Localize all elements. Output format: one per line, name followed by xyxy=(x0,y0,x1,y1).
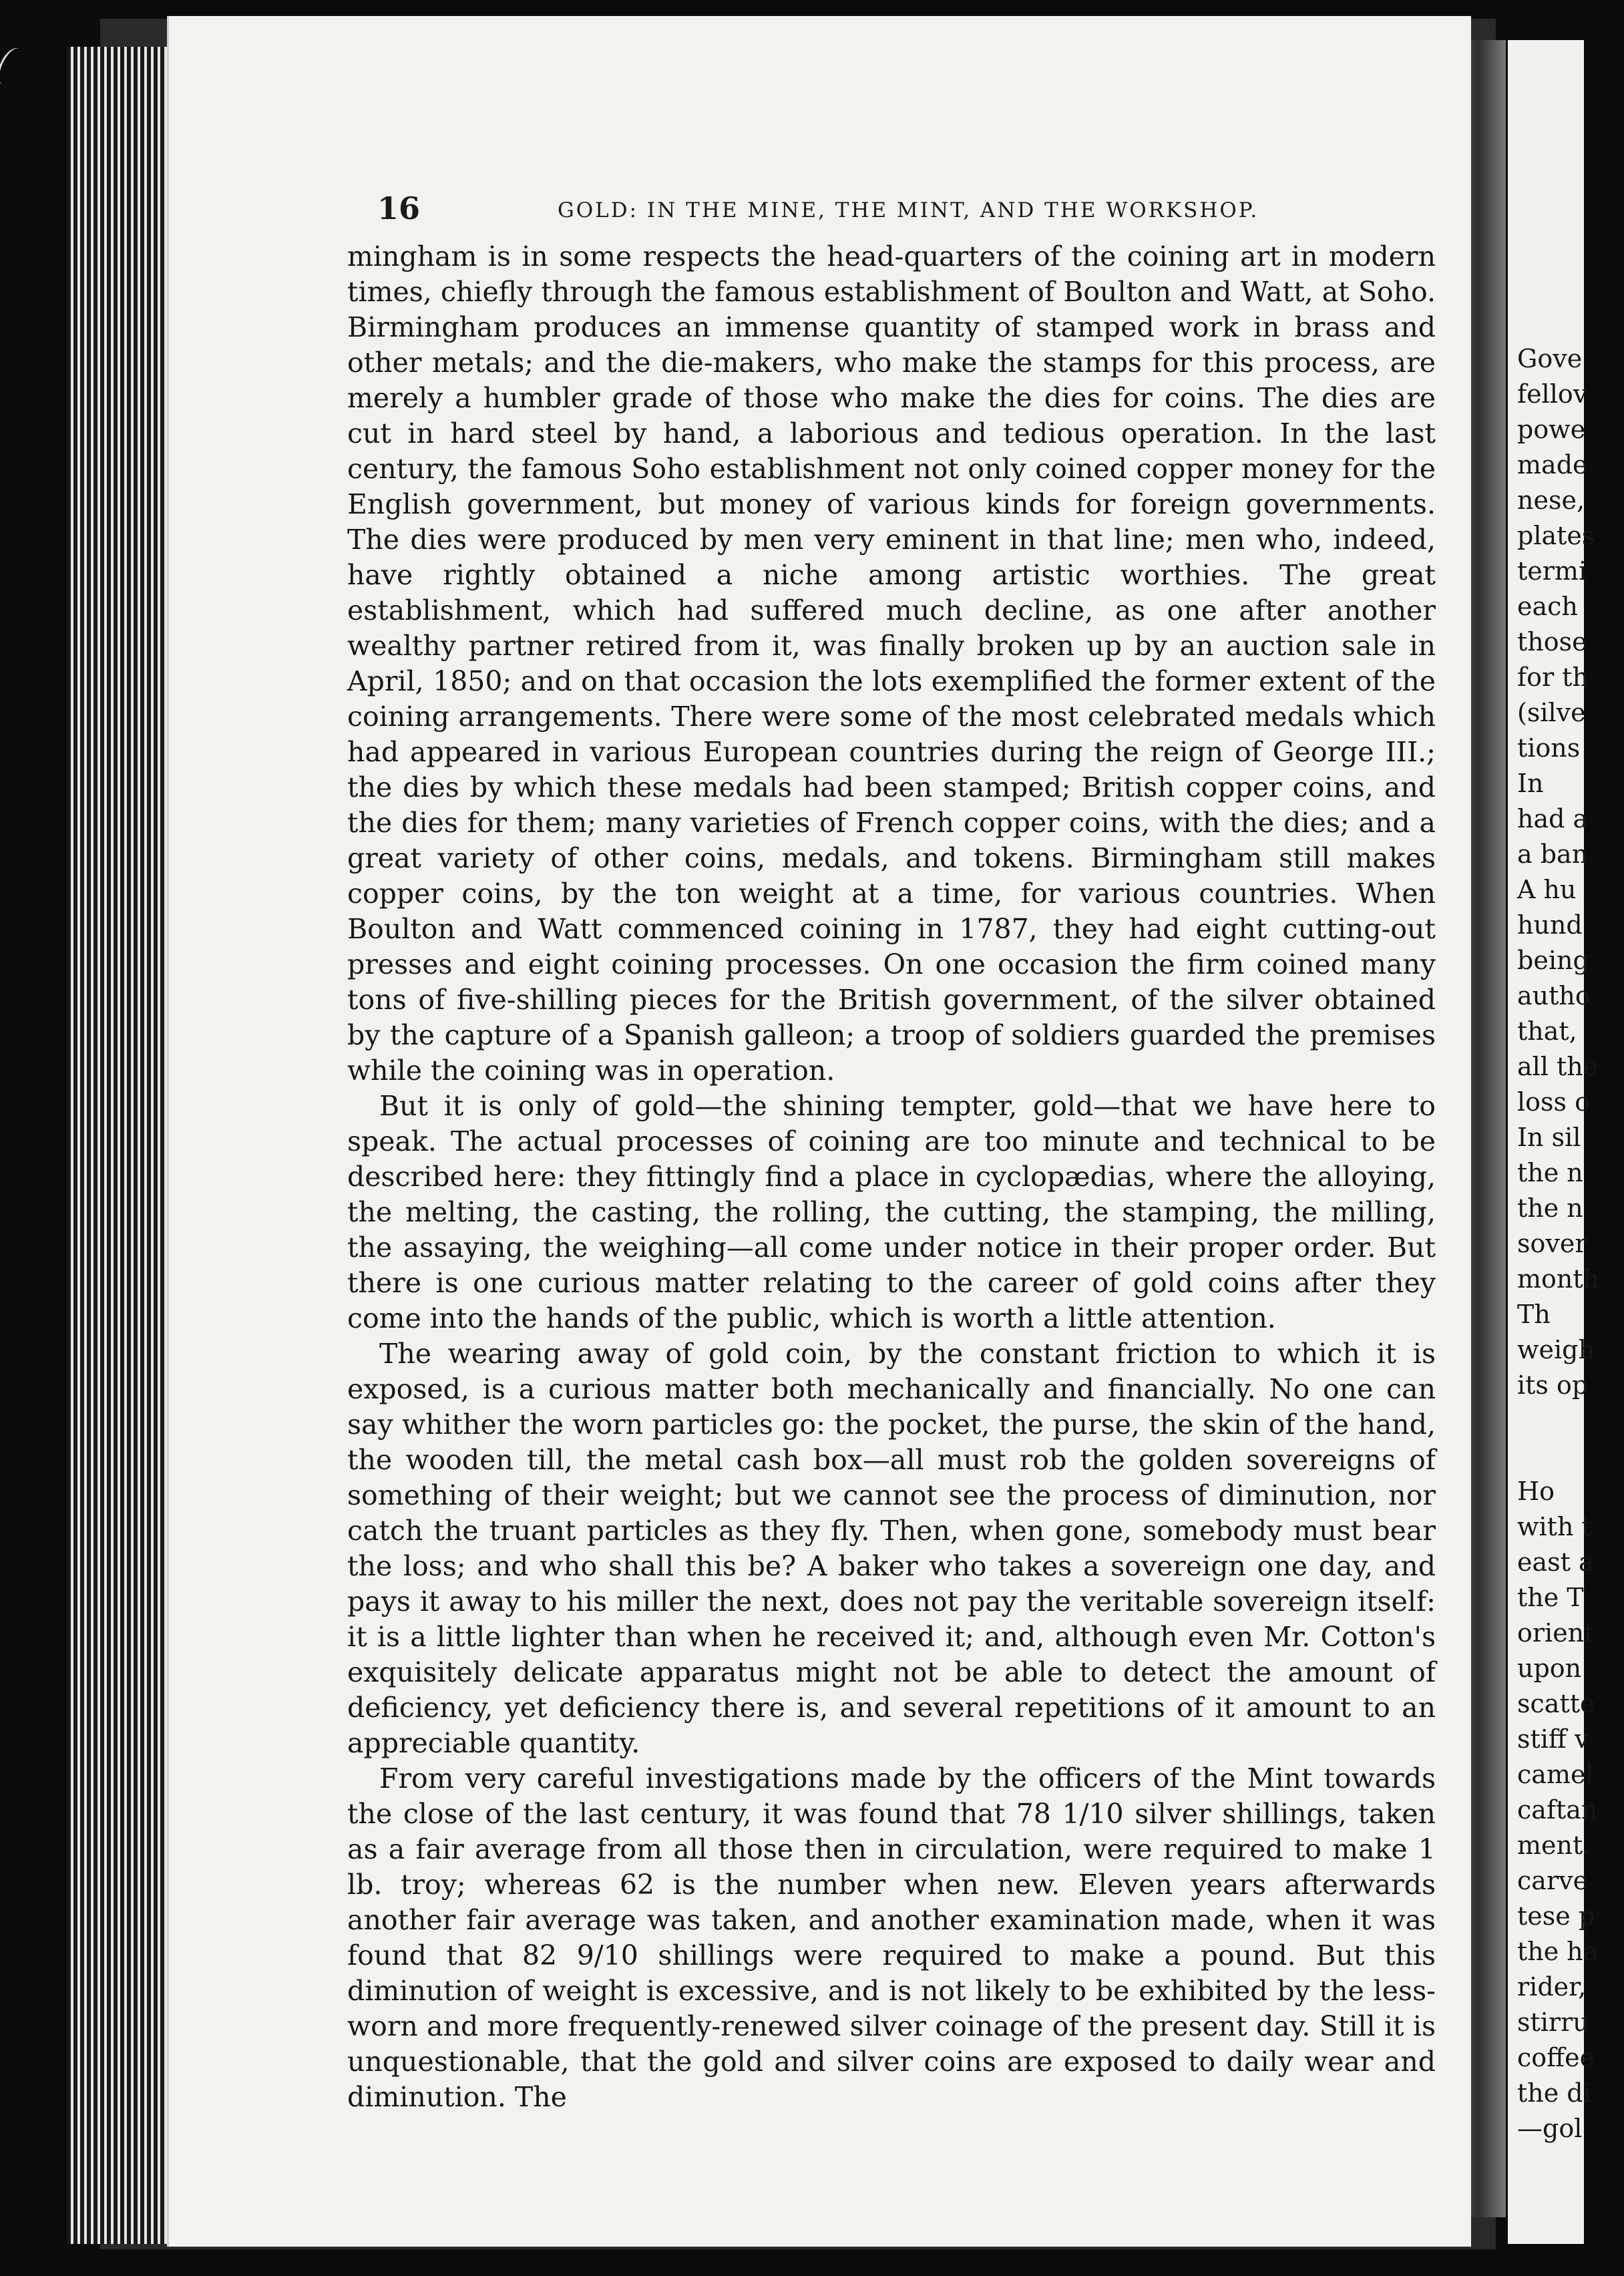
facing-line xyxy=(1517,306,1624,341)
facing-page xyxy=(1508,40,1600,2244)
facing-line: A hu xyxy=(1517,875,1577,904)
facing-line: with t xyxy=(1517,1512,1592,1541)
facing-line: those xyxy=(1517,627,1587,656)
facing-line xyxy=(1517,1403,1624,1439)
facing-line: coffee xyxy=(1517,2043,1595,2072)
facing-line: —gol xyxy=(1517,2114,1583,2143)
facing-line: termi xyxy=(1517,556,1587,586)
facing-line: the n xyxy=(1517,1158,1583,1187)
facing-line: In xyxy=(1517,769,1544,798)
facing-line: ment. xyxy=(1517,1831,1591,1860)
facing-line: weigh xyxy=(1517,1335,1595,1364)
facing-line: stirru xyxy=(1517,2008,1589,2037)
facing-line: camel xyxy=(1517,1760,1594,1789)
facing-line: each xyxy=(1517,592,1578,621)
facing-page-text xyxy=(1517,306,1624,2146)
facing-line: east a xyxy=(1517,1547,1594,1577)
facing-line: nese, xyxy=(1517,486,1585,515)
facing-line: carve xyxy=(1517,1866,1589,1895)
facing-line: made xyxy=(1517,450,1588,480)
facing-line: caftan xyxy=(1517,1795,1598,1825)
facing-line: fellov xyxy=(1517,379,1588,409)
facing-line: sover xyxy=(1517,1229,1587,1258)
page-number: 16 xyxy=(377,190,421,226)
facing-line: the T xyxy=(1517,1583,1584,1612)
facing-line: the n xyxy=(1517,1193,1583,1223)
page-edges xyxy=(67,47,167,2244)
facing-line: the di xyxy=(1517,2078,1591,2108)
facing-line: powe xyxy=(1517,415,1586,444)
facing-line: all the xyxy=(1517,1052,1599,1081)
facing-line: rider, xyxy=(1517,1972,1587,2002)
facing-line: hund xyxy=(1517,910,1583,940)
paragraph: mingham is in some respects the head-quarters of the coining art in modern times, chiefly through the famous establishment of Boulton and Watt, at Soho. Birmingham produces an immense quantity of stamped work in brass and other metals; and the die-makers, who make the stamps for this process, are merely a humbler grade of those who make the dies for coins. The dies are cut in hard steel by hand, a laborious and tedious operation. In the last century, the famous Soho establishment not only coined copper money for the English government, but money of various kinds for foreign governments. The dies were produced by men very eminent in that line; men who, indeed, have rightly obtained a niche among artistic worthies. The great establishment, which had suffered much decline, as one after another wealthy partner retired from it, was finally broken up by an auction sale in April, 1850; and on that occasion the lots exemplified the former extent of the coining arrangements. There were some of the most celebrated medals which had appeared in various European countries during the reign of George III.; the dies by which these medals had been stamped; British copper coins, and the dies for them; many varieties of French copper coins, with the dies; and a great variety of other coins, medals, and tokens. Birmingham still makes copper coins, by the ton weight at a time, for various countries. When Boulton and Watt commenced coining in 1787, they had eight cutting-out presses and eight coining processes. On one occasion the firm coined many tons of five-shilling pieces for the British government, of the silver obtained by the capture of a Spanish galleon; a troop of soldiers guarded the premises while the coining was in operation. xyxy=(347,240,1436,1087)
facing-line: Ho xyxy=(1517,1477,1555,1506)
facing-line: being xyxy=(1517,946,1589,975)
facing-line: scatte xyxy=(1517,1689,1595,1718)
facing-line: autho xyxy=(1517,981,1591,1010)
facing-line xyxy=(1517,1439,1624,1474)
paragraph: The wearing away of gold coin, by the constant friction to which it is exposed, is a curious matter both mechanically and financially. No one can say whither the worn particles go: the pocket, the purse, the skin of the hand, the wooden till, the metal cash box—all must rob the golden sovereigns of something of their weight; but we cannot see the process of diminution, nor catch the truant particles as they fly. Then, when gone, somebody must bear the loss; and who shall this be? A baker who takes a sovereign one day, and pays it away to his miller the next, does not pay the veritable sovereign itself: it is a little lighter than when he received it; and, although even Mr. Cotton's exquisitely delicate apparatus might not be able to detect the amount of deficiency, yet deficiency there is, and several repetitions of it amount to an appreciable quantity. xyxy=(347,1338,1436,1759)
facing-line: its op xyxy=(1517,1370,1589,1400)
facing-line: month xyxy=(1517,1264,1600,1294)
facing-line: that, xyxy=(1517,1016,1577,1046)
corner-mark xyxy=(0,44,29,89)
facing-line: stiff v xyxy=(1517,1724,1589,1754)
facing-line: Th xyxy=(1517,1300,1551,1329)
facing-line: In sil xyxy=(1517,1123,1581,1152)
paragraph: From very careful investigations made by the officers of the Mint towards the close of the last century, it was found that 78 1/10 silver shillings, taken as a fair average from all those then in circulation, were required to make 1 lb. troy; whereas 62 is the number when new. Eleven years afterwards another fair average was taken, and another examination made, when it was found that 82 9/10 shillings were required to make a pound. But this diminution of weight is excessive, and is not likely to be exhibited by the less-worn and more frequently-renewed silver coinage of the present day. Still it is unquestionable, that the gold and silver coins are exposed to daily wear and diminution. The xyxy=(347,1762,1436,2113)
facing-line: (silve xyxy=(1517,698,1586,727)
facing-line: tions xyxy=(1517,733,1581,763)
paragraph: But it is only of gold—the shining tempter, gold—that we have here to speak. The actual processes of coining are too minute and technical to be described here: they fittingly find a place in cyclopædias, where the alloying, the melting, the casting, the rolling, the cutting, the stamping, the milling, the assaying, the weighing—all come under notice in their proper order. But there is one curious matter relating to the career of gold coins after they come into the hands of the public, which is worth a little attention. xyxy=(347,1090,1436,1334)
facing-line: plates xyxy=(1517,521,1595,550)
body-text xyxy=(347,239,1436,2113)
facing-line: orient xyxy=(1517,1618,1595,1648)
facing-line: the ha xyxy=(1517,1937,1599,1966)
page-header xyxy=(377,190,1432,230)
facing-line: had a xyxy=(1517,804,1589,833)
facing-line: upon xyxy=(1517,1654,1582,1683)
running-head: GOLD: IN THE MINE, THE MINT, AND THE WORKSHOP. xyxy=(558,198,1259,222)
facing-line: a ban xyxy=(1517,839,1589,869)
facing-line: for th xyxy=(1517,662,1589,692)
facing-line: loss o xyxy=(1517,1087,1590,1117)
facing-line: Gove xyxy=(1517,344,1583,373)
facing-line: tese p xyxy=(1517,1901,1595,1931)
